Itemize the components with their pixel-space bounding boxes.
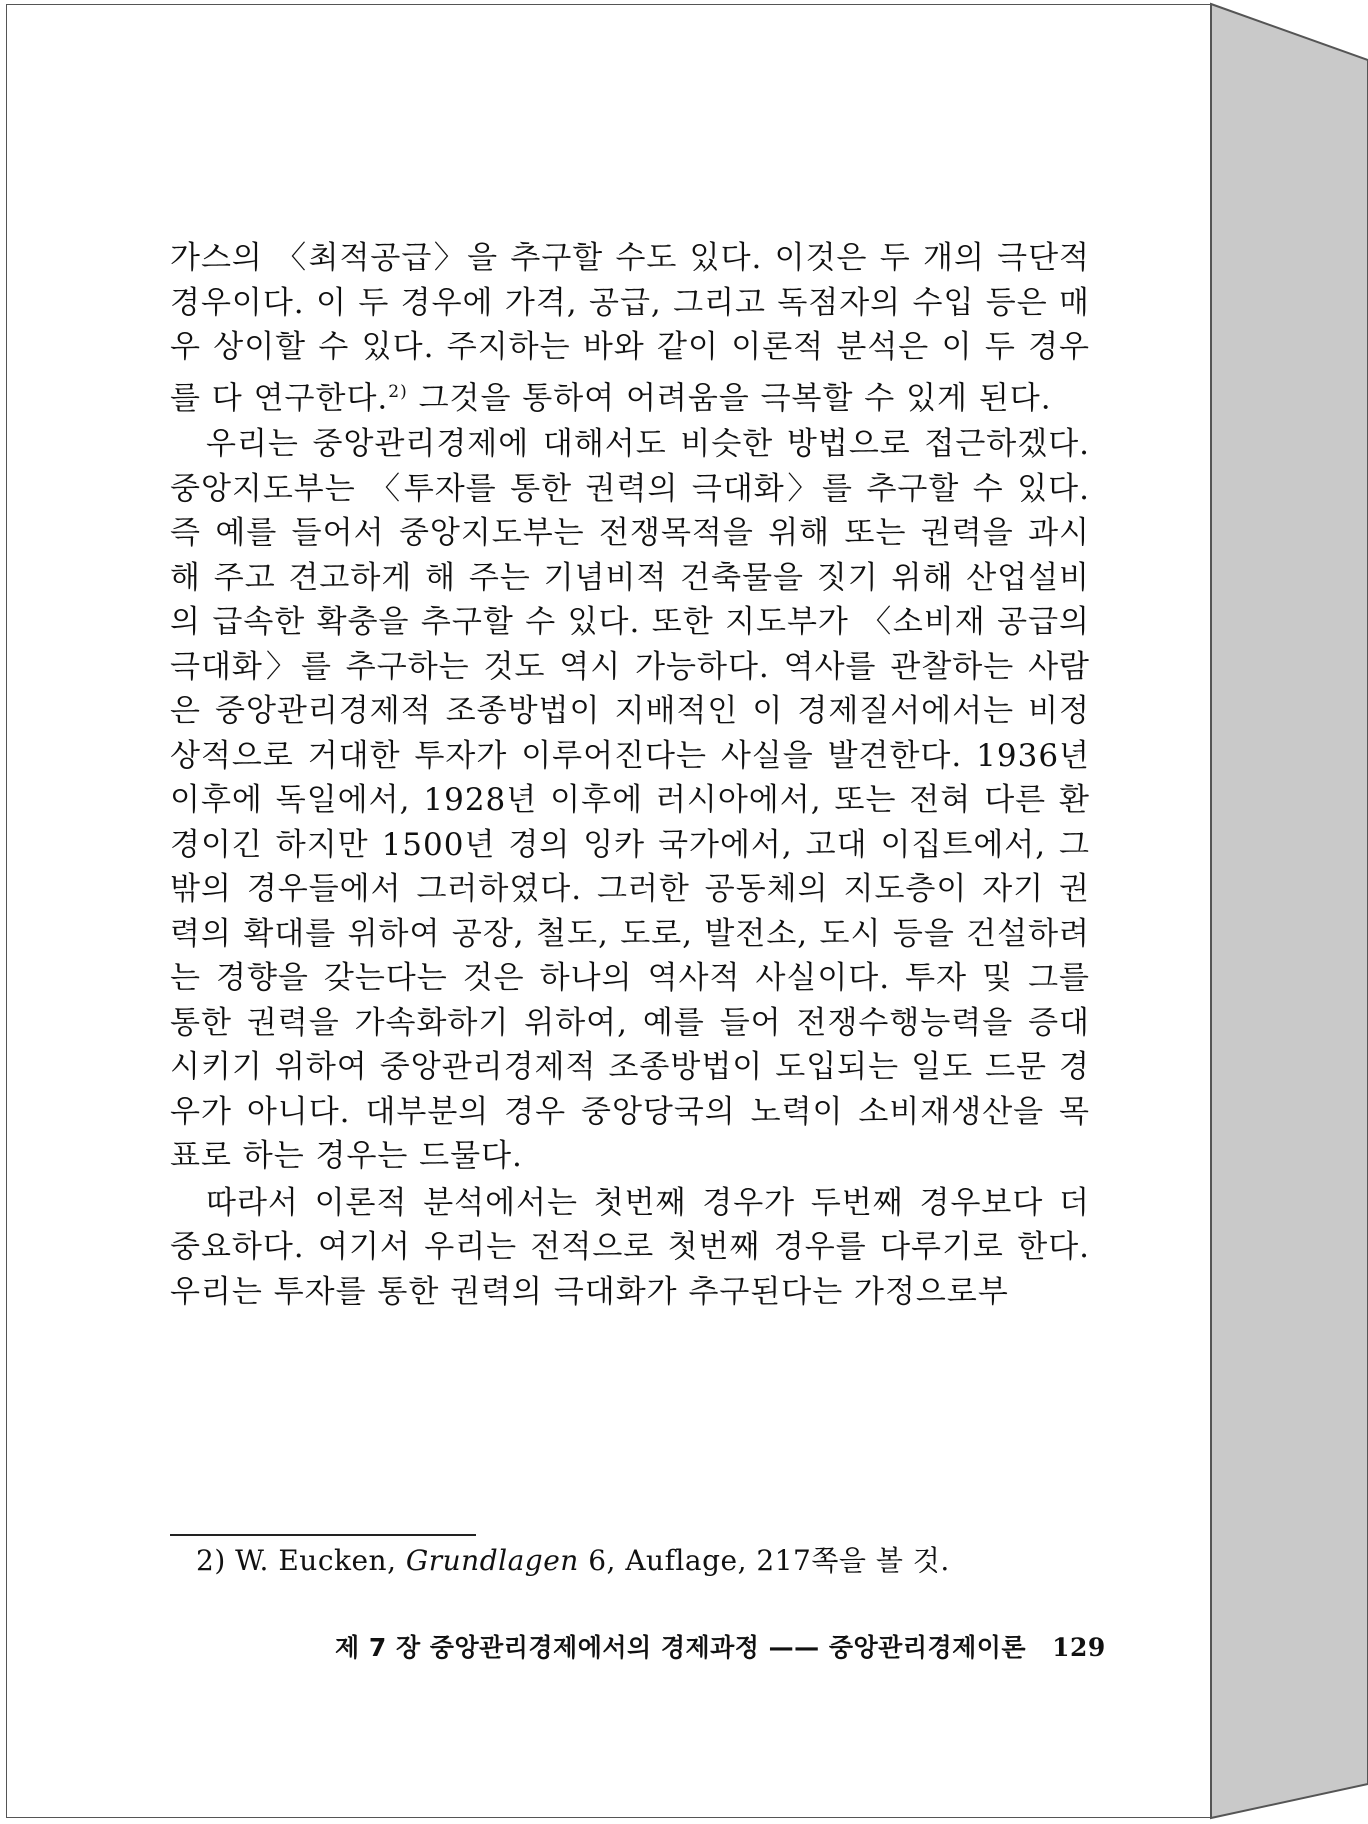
page-number: 129 bbox=[1052, 1633, 1106, 1662]
book-spine-edge bbox=[1207, 0, 1368, 1824]
running-footer bbox=[335, 1628, 1106, 1664]
footnote-title: Grundlagen bbox=[405, 1544, 579, 1577]
footnote-rest: 6, Auflage, 217쪽을 볼 것. bbox=[588, 1544, 950, 1577]
paragraph-3: 따라서 이론적 분석에서는 첫번째 경우가 두번째 경우보다 더 중요하다. 여기서 우리는 전적으로 첫번째 경우를 다루기로 한다. 우리는 투자를 통한 권력의 극대화가 추구된다는 가정으로부 bbox=[170, 1184, 1090, 1310]
footnote-author: W. Eucken, bbox=[235, 1544, 397, 1577]
paragraph-1: 가스의 〈최적공급〉을 추구할 수도 있다. 이것은 두 개의 극단적 경우이다. 이 두 경우에 가격, 공급, 그리고 독점자의 수입 등은 매우 상이할 수 있다. 주지하는 바와 같이 이론적 분석은 이 두 경우를 다 연구한다.$^{2)}$ 그것을 통하여 어려움을 극복할 수 있게 된다. bbox=[170, 240, 1090, 416]
footnote-divider bbox=[170, 1534, 476, 1536]
paragraph-2: 우리는 중앙관리경제에 대해서도 비슷한 방법으로 접근하겠다. 중앙지도부는 〈투자를 통한 권력의 극대화〉를 추구할 수 있다. 즉 예를 들어서 중앙지도부는 전쟁목적을 위해 또는 권력을 과시해 주고 견고하게 해 주는 기념비적 건축물을 짓기 위해 산업설비의 급속한 확충을 추구할 수 있다. 또한 지도부가 〈소비재 공급의 극대화〉를 추구하는 것도 역시 가능하다. 역사를 관찰하는 사람은 중앙관리경제적 조종방법이 지배적인 이 경제질서에서는 비정상적으로 거대한 투자가 이루어진다는 사실을 발견한다. 1936년 이후에 독일에서, 1928년 이후에 러시아에서, 또는 전혀 다른 환경이긴 하지만 1500년 경의 잉카 국가에서, 고대 이집트에서, 그밖의 경우들에서 그러하였다. 그러한 공동체의 지도층이 자기 권력의 확대를 위하여 공장, 철도, 도로, 발전소, 도시 등을 건설하려는 경향을 갖는다는 것은 하나의 역사적 사실이다. 투자 및 그를 통한 권력을 가속화하기 위하여, 예를 들어 전쟁수행능력을 증대시키기 위하여 중앙관리경제적 조종방법이 도입되는 일도 드문 경우가 아니다. 대부분의 경우 중앙당국의 노력이 소비재생산을 목표로 하는 경우는 드물다. bbox=[170, 426, 1090, 1175]
footnote-reference: 2) bbox=[388, 381, 408, 402]
chapter-title: 제 7 장 중앙관리경제에서의 경제과정 —— 중앙관리경제이론 bbox=[335, 1633, 1027, 1662]
footnote-number: 2) bbox=[196, 1544, 226, 1577]
footnote bbox=[196, 1543, 950, 1579]
body-text bbox=[170, 236, 1090, 1314]
